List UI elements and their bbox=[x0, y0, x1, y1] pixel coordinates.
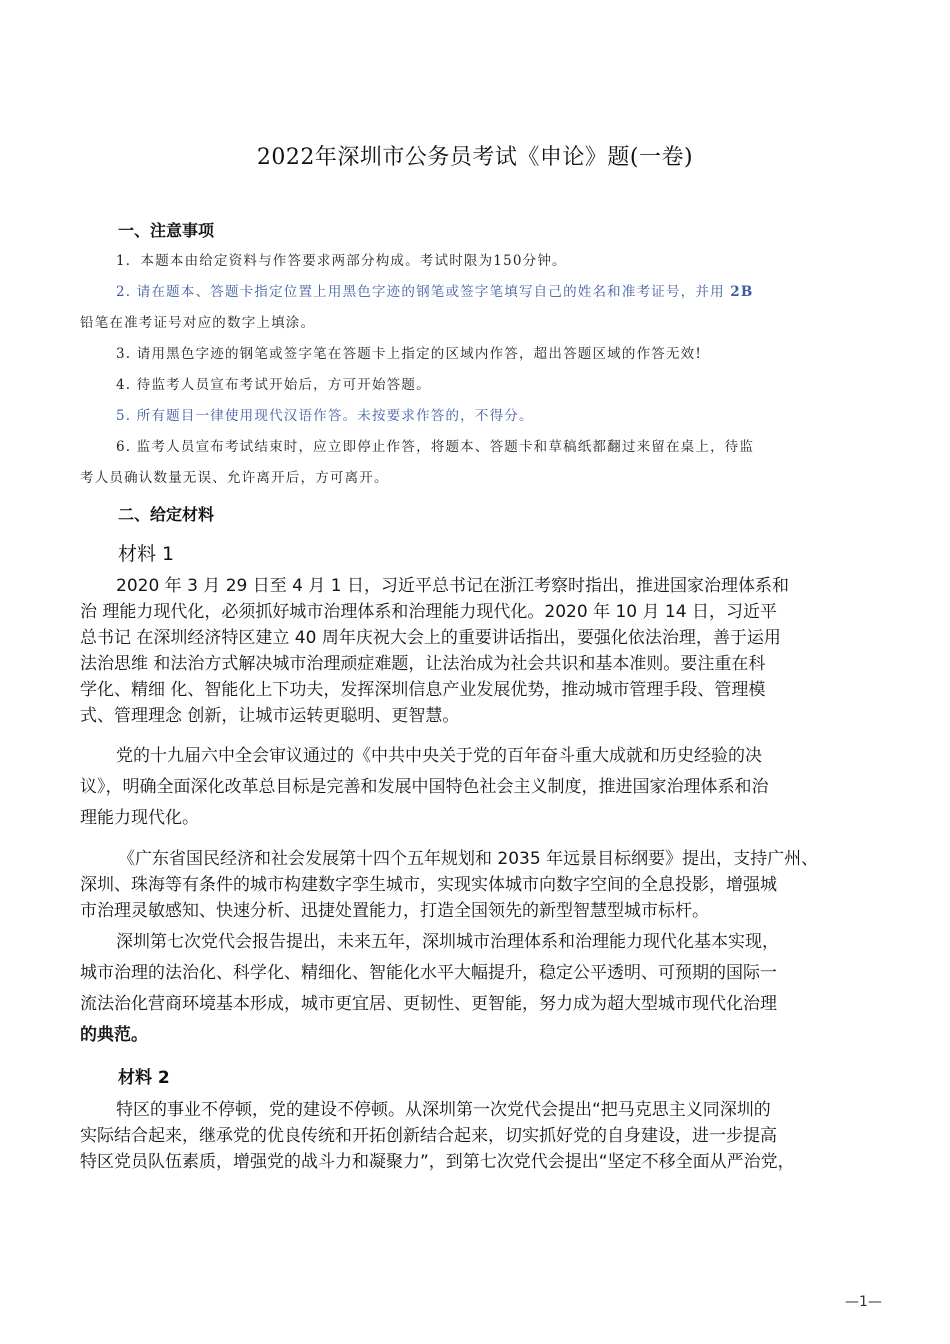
material-2-paragraph-1 bbox=[80, 1097, 880, 1175]
paragraph-line: 的典范。 bbox=[80, 1025, 148, 1045]
notice-item-6-cont: 考人员确认数量无误、允许离开后，方可离开。 bbox=[80, 470, 389, 486]
material-2-heading: 材料 2 bbox=[118, 1068, 170, 1088]
material-1-paragraph-3 bbox=[80, 846, 880, 924]
paragraph-line: 2020 年 3 月 29 日至 4 月 1 日，习近平总书记在浙江考察时指出，推进国家治理体系和 bbox=[116, 576, 789, 596]
notice-item-6: 6. 监考人员宣布考试结束时，应立即停止作答，将题本、答题卡和草稿纸都翻过来留在桌上，待监 bbox=[116, 439, 755, 455]
paragraph-line: 深圳第七次党代会报告提出，未来五年，深圳城市治理体系和治理能力现代化基本实现， bbox=[116, 932, 779, 952]
document-title: 2022年深圳市公务员考试《申论》题(一卷) bbox=[256, 145, 694, 170]
page-number: —1— bbox=[845, 1294, 882, 1310]
notice-item-2-cont: 铅笔在准考证号对应的数字上填涂。 bbox=[80, 315, 316, 331]
notice-item-4: 4. 待监考人员宣布考试开始后，方可开始答题。 bbox=[116, 377, 431, 393]
notice-item-5: 5. 所有题目一律使用现代汉语作答。未按要求作答的，不得分。 bbox=[116, 408, 534, 424]
paragraph-line: 特区党员队伍素质，增强党的战斗力和凝聚力”，到第七次党代会提出“坚定不移全面从严治党， bbox=[80, 1152, 795, 1172]
notice-item-3: 3. 请用黑色字迹的钢笔或签字笔在答题卡上指定的区域内作答，超出答题区域的作答无效! bbox=[116, 346, 702, 362]
paragraph-line: 理能力现代化。 bbox=[80, 808, 199, 828]
paragraph-line: 总书记 在深圳经济特区建立 40 周年庆祝大会上的重要讲话指出，要强化依法治理，善于运用 bbox=[80, 628, 781, 648]
notice-list bbox=[80, 246, 880, 494]
material-1-paragraph-4 bbox=[80, 927, 880, 1051]
paragraph-line: 议》，明确全面深化改革总目标是完善和发展中国特色社会主义制度，推进国家治理体系和治 bbox=[80, 777, 769, 797]
paragraph-line: 式、管理理念 创新，让城市运转更聪明、更智慧。 bbox=[80, 706, 460, 726]
material-1-paragraph-1 bbox=[80, 573, 880, 729]
section-heading-materials: 二、给定材料 bbox=[118, 505, 215, 524]
paragraph-line: 法治思维 和法治方式解决城市治理顽症难题，让法治成为社会共识和基本准则。要注重在科 bbox=[80, 654, 766, 674]
paragraph-line: 深圳、珠海等有条件的城市构建数字孪生城市，实现实体城市向数字空间的全息投影，增强城 bbox=[80, 875, 777, 895]
paragraph-line: 治 理能力现代化，必须抓好城市治理体系和治理能力现代化。2020 年 10 月 14 日，习近平 bbox=[80, 602, 777, 622]
material-1-paragraph-2 bbox=[80, 741, 880, 834]
paragraph-line: 实际结合起来，继承党的优良传统和开拓创新结合起来，切实抓好党的自身建设，进一步提高 bbox=[80, 1126, 777, 1146]
section-heading-notices: 一、注意事项 bbox=[118, 221, 215, 240]
notice-item-2-text: 2. 请在题本、答题卡指定位置上用黑色字迹的钢笔或签字笔填写自己的姓名和准考证号，并用 bbox=[116, 284, 731, 300]
paragraph-line: 《广东省国民经济和社会发展第十四个五年规划和 2035 年远景目标纲要》提出，支持广州、 bbox=[118, 849, 819, 869]
notice-item-2-pencil: 2B bbox=[730, 284, 754, 300]
paragraph-line: 市治理灵敏感知、快速分析、迅捷处置能力，打造全国领先的新型智慧型城市标杆。 bbox=[80, 901, 709, 921]
paragraph-line: 城市治理的法治化、科学化、精细化、智能化水平大幅提升，稳定公平透明、可预期的国际一 bbox=[80, 963, 777, 983]
paragraph-line: 特区的事业不停顿，党的建设不停顿。从深圳第一次党代会提出“把马克思主义同深圳的 bbox=[116, 1100, 771, 1120]
notice-item-1: 1．本题本由给定资料与作答要求两部分构成。考试时限为150分钟。 bbox=[116, 253, 567, 269]
paragraph-line: 学化、精细 化、智能化上下功夫，发挥深圳信息产业发展优势，推动城市管理手段、管理模 bbox=[80, 680, 766, 700]
notice-item-2 bbox=[80, 277, 880, 308]
material-1-heading: 材料 1 bbox=[118, 543, 175, 565]
paragraph-line: 党的十九届六中全会审议通过的《中共中央关于党的百年奋斗重大成就和历史经验的决 bbox=[116, 746, 762, 766]
paragraph-line: 流法治化营商环境基本形成，城市更宜居、更韧性、更智能，努力成为超大型城市现代化治理 bbox=[80, 994, 777, 1014]
